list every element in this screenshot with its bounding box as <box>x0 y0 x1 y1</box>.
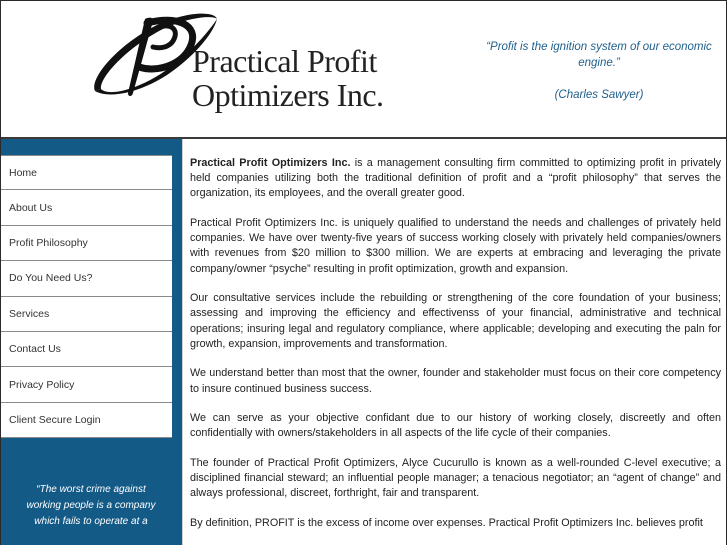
paragraph-services: Our consultative services include the rebuilding or strengthening of the core foundation of your business; assessing and improving the efficiency and effectivenss of your financial, administrative and technical operations; insuring legal and regulatory compliance, where applicable; developing and executing the paln for growth, expansion, improvements and transformation. <box>190 292 721 350</box>
nav-item-privacy-policy[interactable]: Privacy Policy <box>1 367 172 402</box>
content-body <box>190 156 721 545</box>
nav-item-contact-us[interactable]: Contact Us <box>1 332 172 367</box>
logo-line-1: Practical Profit <box>192 43 377 79</box>
header-quote-author: (Charles Sawyer) <box>554 89 644 101</box>
nav-item-home[interactable]: Home <box>1 155 172 190</box>
header-quote <box>479 39 719 103</box>
company-name: Practical Profit Optimizers Inc. <box>190 157 351 169</box>
paragraph-intro <box>190 156 721 202</box>
paragraph-confidant: We can serve as your objective confidant due to our history of working closely, discreetly and often confidentially with owners/stakeholders in all aspects of the life cycle of their companies. <box>190 412 721 440</box>
nav-item-profit-philosophy[interactable]: Profit Philosophy <box>1 226 172 261</box>
header-quote-text: “Profit is the ignition system of our economic engine.” <box>486 41 712 69</box>
paragraph-qualifications: Practical Profit Optimizers Inc. is uniquely qualified to understand the needs and challenges of privately held companies. We have over twenty-five years of success working closely with privately held companies/owners with revenues from $20 million to $300 million. We are experts at embracing and leveraging the private company/owner “psyche” resulting in profit optimization, growth and expansion. <box>190 217 721 275</box>
paragraph-core-competency: We understand better than most that the owner, founder and stakeholder must focus on their core competency to insure continued business success. <box>190 367 721 395</box>
main-nav <box>1 155 172 438</box>
nav-item-client-secure-login[interactable]: Client Secure Login <box>1 403 172 438</box>
sidebar-quote: “The worst crime against working people is a company which fails to operate at a <box>26 484 156 527</box>
paragraph-founder: The founder of Practical Profit Optimizers, Alyce Cucurullo is known as a well-rounded C-level executive; a disciplined financial steward; an influential people manager; a tenacious negotiator; an “agent of change” and always professional, discreet, forthright, fair and transparent. <box>190 457 721 500</box>
paragraph-profit-definition: By definition, PROFIT is the excess of income over expenses. Practical Profit Optimizers Inc. believes profit <box>190 517 703 529</box>
main-content <box>182 139 727 545</box>
nav-item-services[interactable]: Services <box>1 297 172 332</box>
paragraph-intro-text: is a management consulting firm committed to optimizing profit in privately held companies utilizing both the traditional definition of profit and a “profit philosophy” that serves the organization, its employees, and the overall greater good. <box>190 157 721 200</box>
site-header <box>1 1 727 139</box>
logo-wordmark[interactable] <box>192 44 422 112</box>
nav-item-do-you-need-us[interactable]: Do You Need Us? <box>1 261 172 296</box>
sidebar <box>1 139 182 545</box>
nav-item-about-us[interactable]: About Us <box>1 190 172 225</box>
logo-line-2: Optimizers Inc. <box>192 77 384 113</box>
